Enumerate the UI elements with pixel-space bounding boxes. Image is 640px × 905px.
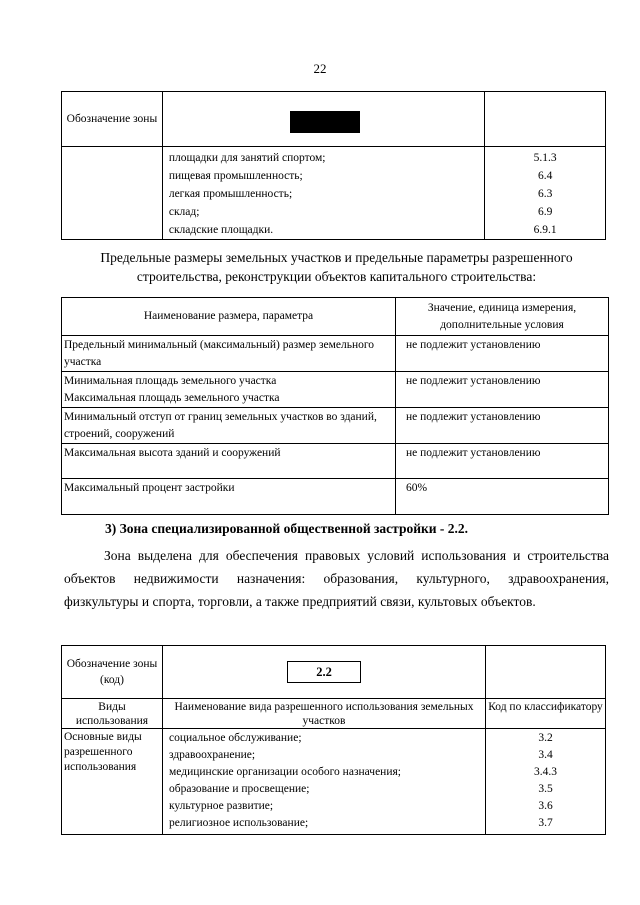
zone-uses-table-continued bbox=[61, 91, 606, 240]
section-title: 3) Зона специализированной общественной застройки - 2.2. bbox=[105, 521, 469, 536]
list-item: медицинские организации особого назначения; bbox=[169, 766, 401, 778]
param-cell: Предельный минимальный (максимальный) размер земельного участка bbox=[62, 336, 396, 372]
list-item: площадки для занятий спортом; bbox=[168, 152, 326, 164]
zone-label-cell bbox=[62, 646, 163, 699]
page-number: 22 bbox=[313, 61, 327, 76]
list-item: здравоохранение; bbox=[169, 749, 256, 761]
value-cell: не подлежит установлению bbox=[396, 336, 609, 372]
zone-code-cell bbox=[162, 92, 485, 147]
list-item: культурное развитие; bbox=[169, 800, 274, 812]
list-item: складские площадки. bbox=[168, 224, 274, 236]
zone-code-cell bbox=[163, 646, 486, 699]
empty-header-cell bbox=[485, 92, 606, 147]
code-item: 5.1.3 bbox=[533, 152, 557, 164]
list-item: социальное обслуживание; bbox=[169, 732, 302, 744]
code-item: 6.9 bbox=[537, 206, 553, 218]
header-value-line: Значение, единица измерения, bbox=[427, 301, 577, 314]
uses-list-cell bbox=[163, 729, 486, 835]
code-item: 3.4 bbox=[538, 749, 553, 761]
column-header: Код по классификатору bbox=[486, 699, 606, 729]
list-item: легкая промышленность; bbox=[168, 188, 293, 200]
parameters-table bbox=[61, 297, 609, 515]
zone-label-cell bbox=[62, 92, 163, 147]
code-item: 6.3 bbox=[537, 188, 553, 200]
header-value bbox=[396, 298, 609, 336]
code-item: 6.9.1 bbox=[533, 224, 557, 236]
empty-label-cell bbox=[62, 147, 163, 240]
param-cell: Максимальная высота зданий и сооружений bbox=[62, 444, 396, 479]
zone-label: Обозначение зоны (код) bbox=[66, 658, 158, 686]
codes-list-cell bbox=[486, 729, 606, 835]
code-item: 6.4 bbox=[537, 170, 553, 182]
param-cell bbox=[62, 372, 396, 408]
code-item: 3.2 bbox=[538, 732, 553, 744]
section-paragraph bbox=[64, 544, 609, 613]
code-item: 3.7 bbox=[538, 817, 553, 829]
value-cell: 60% bbox=[396, 479, 609, 515]
redacted-zone-code bbox=[290, 111, 360, 133]
list-item: склад; bbox=[168, 206, 200, 218]
value-cell: не подлежит установлению bbox=[396, 372, 609, 408]
empty-header-cell bbox=[486, 646, 606, 699]
list-item: образование и просвещение; bbox=[169, 783, 310, 795]
zone-uses-table bbox=[61, 645, 606, 835]
param-line: Максимальная площадь земельного участка bbox=[64, 392, 280, 404]
zone-code: 2.2 bbox=[287, 661, 361, 683]
header-param: Наименование размера, параметра bbox=[62, 298, 396, 336]
param-cell: Максимальный процент застройки bbox=[62, 479, 396, 515]
code-item: 3.6 bbox=[538, 800, 553, 812]
value-cell: не подлежит установлению bbox=[396, 408, 609, 444]
column-header: Наименование вида разрешенного использования земельных участков bbox=[163, 699, 486, 729]
code-item: 3.5 bbox=[538, 783, 553, 795]
uses-list-cell bbox=[162, 147, 485, 240]
value-cell: не подлежит установлению bbox=[396, 444, 609, 479]
section-text: Зона выделена для обеспечения правовых условий использования и строительства объектов недвижимости назначения: образования, культурного, здравоохранения, физкультуры и спорта, торговли, а также предприятий связи, культовых объектов. bbox=[64, 548, 609, 609]
zone-label: Обозначение зоны bbox=[66, 112, 158, 125]
row-label: Основные виды разрешенного использования bbox=[62, 729, 163, 835]
list-item: пищевая промышленность; bbox=[168, 170, 303, 182]
param-cell: Минимальный отступ от границ земельных участков во зданий, строений, сооружений bbox=[62, 408, 396, 444]
list-item: религиозное использование; bbox=[169, 817, 309, 829]
param-line: Минимальная площадь земельного участка bbox=[64, 375, 277, 387]
code-item: 3.4.3 bbox=[534, 766, 557, 778]
header-value-line: дополнительные условия bbox=[440, 318, 564, 331]
codes-list-cell bbox=[485, 147, 606, 240]
column-header: Виды использования bbox=[62, 699, 163, 729]
parameters-heading: Предельные размеры земельных участков и предельные параметры разрешенного строительства, реконструкции объектов капитального строительства: bbox=[100, 250, 573, 284]
